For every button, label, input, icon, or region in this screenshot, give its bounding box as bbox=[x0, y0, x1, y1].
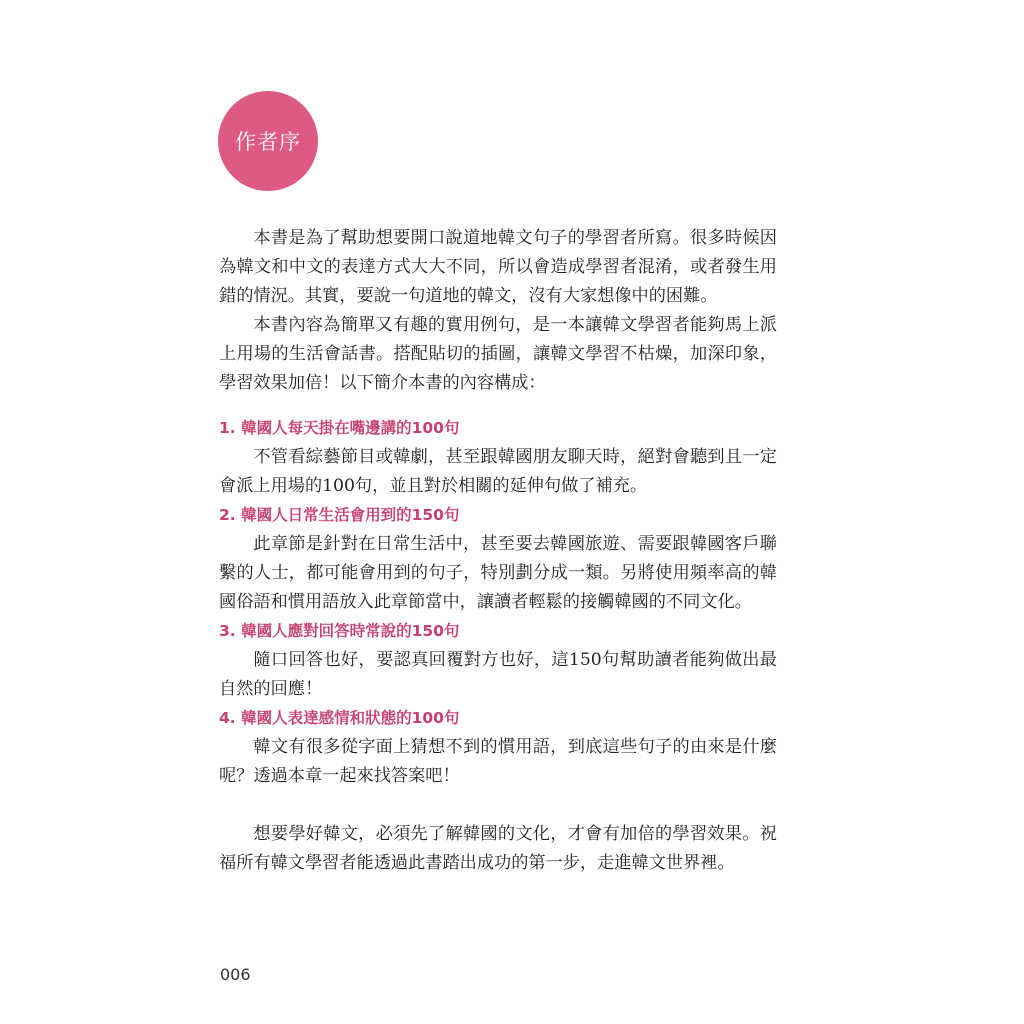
section-body-1: 不管看綜藝節目或韓劇，甚至跟韓國朋友聊天時，絕對會聽到且一定會派上用場的100句，並且對於相關的延伸句做了補充。 bbox=[219, 447, 777, 496]
chapter-title: 作者序 bbox=[235, 130, 301, 154]
section-title-1: 1. 韓國人每天掛在嘴邊講的100句 bbox=[219, 419, 460, 437]
section-body-4: 韓文有很多從字面上猜想不到的慣用語，到底這些句子的由來是什麼呢？透過本章一起來找答案吧！ bbox=[219, 737, 777, 786]
section-body-3: 隨口回答也好，要認真回覆對方也好，這150句幫助讀者能夠做出最自然的回應！ bbox=[219, 650, 777, 699]
section-title-3: 3. 韓國人應對回答時常說的150句 bbox=[219, 622, 460, 640]
section-body-2: 此章節是針對在日常生活中，甚至要去韓國旅遊、需要跟韓國客戶聯繫的人士，都可能會用到的句子，特別劃分成一類。另將使用頻率高的韓國俗語和慣用語放入此章節當中，讓讀者輕鬆的接觸韓國的不同文化。 bbox=[219, 534, 777, 612]
page-number: 006 bbox=[220, 965, 251, 984]
closing-paragraph: 想要學好韓文，必須先了解韓國的文化，才會有加倍的學習效果。祝福所有韓文學習者能透過此書踏出成功的第一步，走進韓文世界裡。 bbox=[219, 824, 777, 873]
intro-paragraph-2: 本書內容為簡單又有趣的實用例句，是一本讓韓文學習者能夠馬上派上用場的生活會話書。搭配貼切的插圖，讓韓文學習不枯燥，加深印象，學習效果加倍！以下簡介本書的內容構成： bbox=[219, 315, 777, 393]
chapter-badge bbox=[218, 91, 318, 191]
intro-paragraph-1: 本書是為了幫助想要開口說道地韓文句子的學習者所寫。很多時候因為韓文和中文的表達方式大大不同，所以會造成學習者混淆，或者發生用錯的情況。其實，要說一句道地的韓文，沒有大家想像中的困難。 bbox=[219, 228, 777, 306]
section-title-4: 4. 韓國人表達感情和狀態的100句 bbox=[219, 709, 460, 727]
preface-body bbox=[219, 224, 777, 878]
section-title-2: 2. 韓國人日常生活會用到的150句 bbox=[219, 506, 460, 524]
